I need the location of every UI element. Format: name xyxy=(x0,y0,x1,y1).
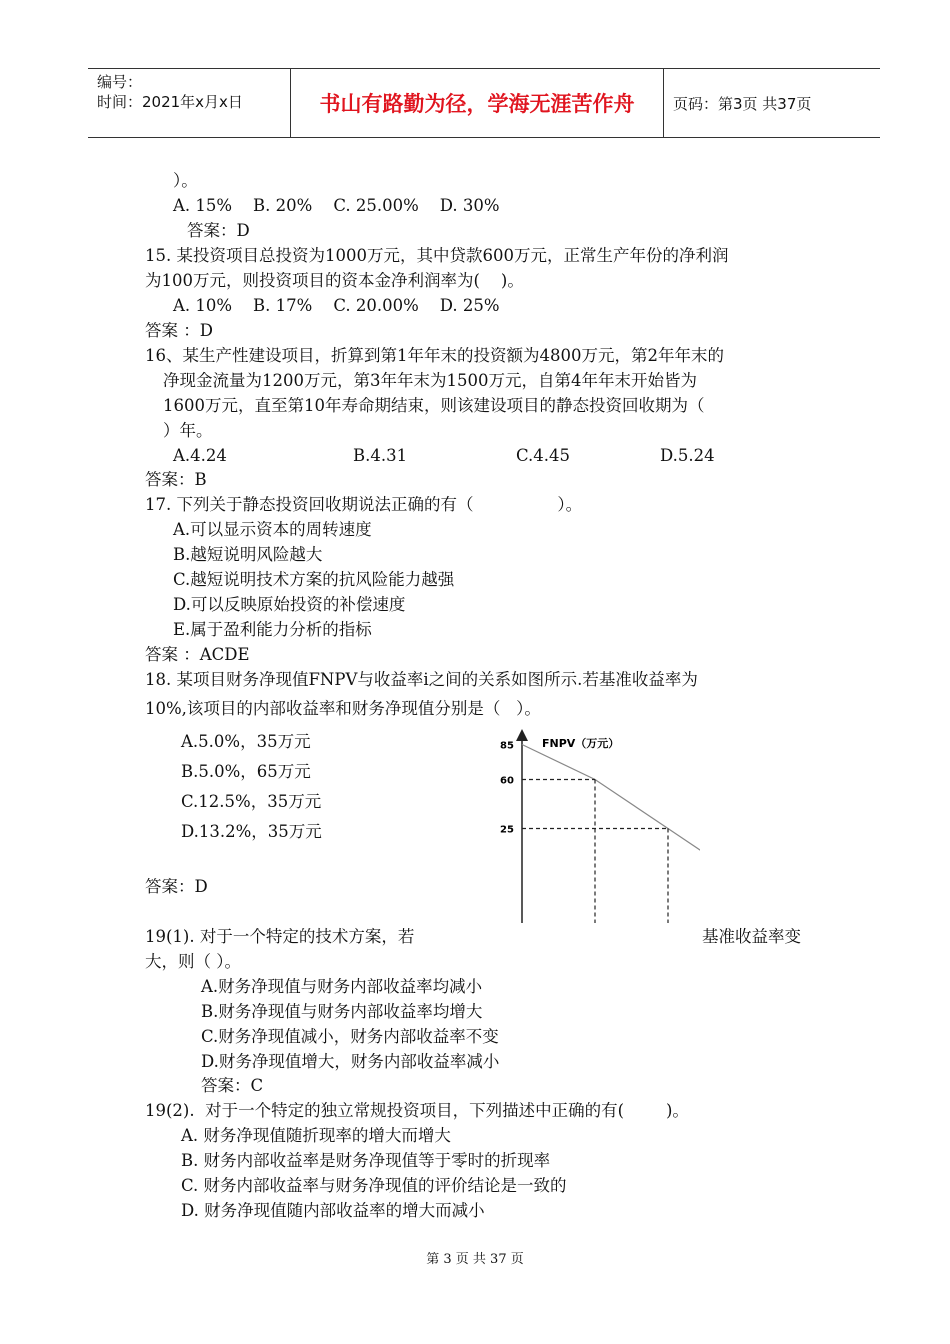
q16-line2: 净现金流量为1200万元，第3年年末为1500万元，自第4年年末开始皆为 xyxy=(163,371,697,390)
q15-line2: 为100万元，则投资项目的资本金净利润率为( )。 xyxy=(145,271,524,290)
time-label: 时间：2021年x月x日 xyxy=(97,93,243,111)
q17-option-a: A.可以显示资本的周转速度 xyxy=(173,520,372,539)
page-header xyxy=(88,68,880,138)
q17-option-e: E.属于盈利能力分析的指标 xyxy=(173,620,372,639)
q14-tail: ）。 xyxy=(173,171,198,190)
header-page-number: 页码：第3页 共37页 xyxy=(673,94,812,113)
q19-2-option-b: B. 财务内部收益率是财务净现值等于零时的折现率 xyxy=(181,1151,551,1170)
q15-answer: 答案 ：D xyxy=(145,321,213,340)
q19-2-option-c: C. 财务内部收益率与财务净现值的评价结论是一致的 xyxy=(181,1176,567,1195)
q16-answer: 答案：B xyxy=(145,470,207,489)
q19-1-option-d: D.财务净现值增大，财务内部收益率减小 xyxy=(201,1052,500,1071)
q18-option-d: D.13.2%，35万元 xyxy=(181,822,322,841)
q19-1-option-b: B.财务净现值与财务内部收益率均增大 xyxy=(201,1002,483,1021)
q16-option-c: C.4.45 xyxy=(516,446,571,465)
q16-option-b: B.4.31 xyxy=(353,446,408,465)
q18-line2: 10%,该项目的内部收益率和财务净现值分别是（ ）。 xyxy=(145,699,541,718)
q14-answer: 答案：D xyxy=(187,221,250,240)
q19-2-option-d: D. 财务净现值随内部收益率的增大而减小 xyxy=(181,1201,485,1220)
q19-1-line1-left: 19(1). 对于一个特定的技术方案，若 xyxy=(145,927,415,946)
q17-option-d: D.可以反映原始投资的补偿速度 xyxy=(173,595,406,614)
q18-option-c: C.12.5%，35万元 xyxy=(181,792,322,811)
q18-answer: 答案：D xyxy=(145,877,208,896)
q17-option-b: B.越短说明风险越大 xyxy=(173,545,323,564)
q15-options: A. 10% B. 17% C. 20.00% D. 25% xyxy=(173,296,500,315)
y-tick-label: 25 xyxy=(500,824,514,836)
q19-1-option-c: C.财务净现值减小，财务内部收益率不变 xyxy=(201,1027,499,1046)
q16-line4: ）年。 xyxy=(163,421,213,440)
q19-1-answer: 答案：C xyxy=(201,1076,264,1095)
q19-1-line1-right: 基准收益率变 xyxy=(702,927,801,946)
q16-line1: 16、某生产性建设项目，折算到第1年年末的投资额为4800万元，第2年年末的 xyxy=(145,346,724,365)
q18-option-b: B.5.0%，65万元 xyxy=(181,762,311,781)
code-label: 编号： xyxy=(97,73,143,91)
page-footer: 第 3 页 共 37 页 xyxy=(426,1252,524,1267)
q16-option-a: A.4.24 xyxy=(173,446,227,465)
q14-options: A. 15% B. 20% C. 25.00% D. 30% xyxy=(173,196,500,215)
header-motto: 书山有路勤为径，学海无涯苦作舟 xyxy=(291,69,664,137)
header-meta xyxy=(88,69,291,137)
q19-2-option-a: A. 财务净现值随折现率的增大而增大 xyxy=(181,1126,451,1145)
y-tick-label: 60 xyxy=(500,775,514,787)
q19-1-line2: 大，则（ ）。 xyxy=(145,952,241,971)
q18-line1: 18. 某项目财务净现值FNPV与收益率i之间的关系如图所示.若基准收益率为 xyxy=(145,670,698,689)
y-tick-label: 85 xyxy=(500,740,514,752)
q19-2-stem: 19(2). 对于一个特定的独立常规投资项目，下列描述中正确的有( )。 xyxy=(145,1101,689,1120)
q18-option-a: A.5.0%，35万元 xyxy=(181,732,311,751)
q16-line3: 1600万元，直至第10年寿命期结束，则该建设项目的静态投资回收期为（ xyxy=(163,396,705,415)
q19-1-option-a: A.财务净现值与财务内部收益率均减小 xyxy=(201,977,483,996)
q17-answer: 答案 ：ACDE xyxy=(145,645,250,664)
fnpv-line xyxy=(522,745,700,878)
chart-y-axis-label: FNPV（万元） xyxy=(542,737,620,750)
q16-option-d: D.5.24 xyxy=(660,446,715,465)
q17-option-c: C.越短说明技术方案的抗风险能力越强 xyxy=(173,570,455,589)
q15-line1: 15. 某投资项目总投资为1000万元，其中贷款600万元，正常生产年份的净利润 xyxy=(145,246,729,265)
fnpv-chart xyxy=(480,725,700,930)
q17-stem: 17. 下列关于静态投资回收期说法正确的有（ ）。 xyxy=(145,495,583,514)
